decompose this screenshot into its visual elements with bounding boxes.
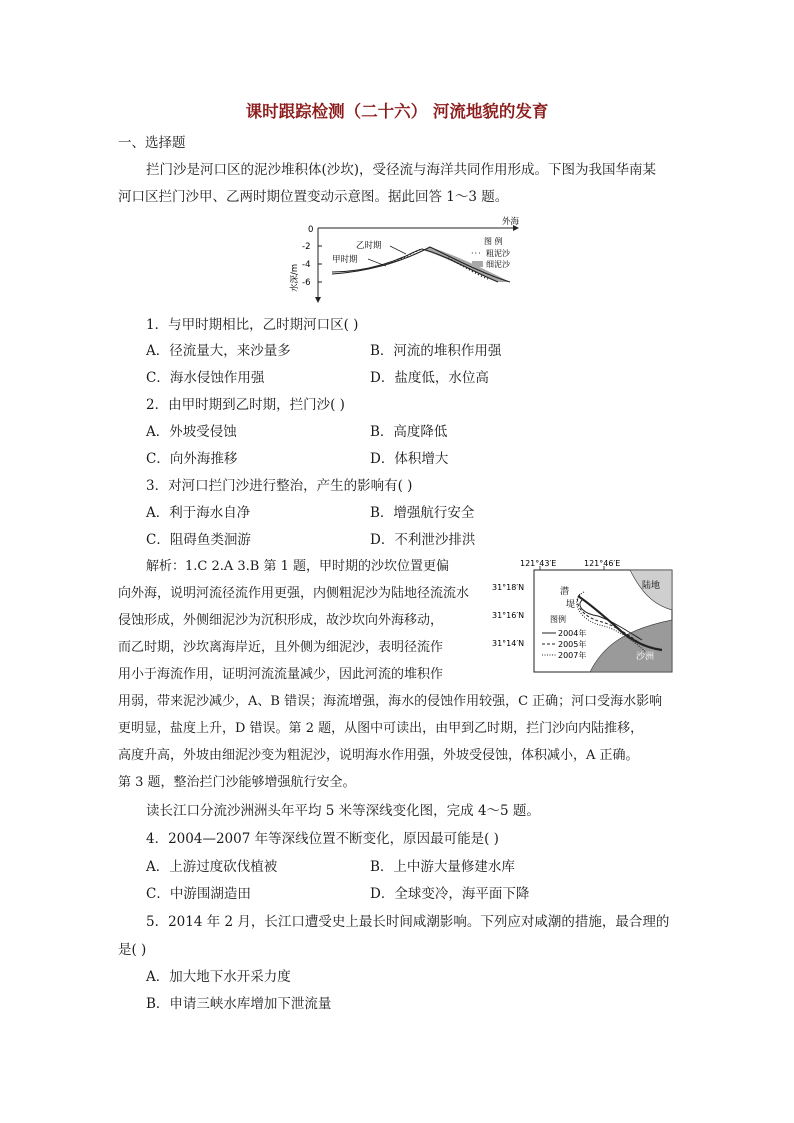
outer-sea-label: 外海: [502, 217, 520, 227]
option-d[interactable]: D．不利泄沙排洪: [370, 532, 476, 548]
latitude-label: 31°14′N: [492, 639, 525, 648]
latitude-label: 31°16′N: [492, 611, 525, 620]
sandbar-profile-diagram: [288, 214, 528, 308]
section-heading: 一、选择题: [118, 135, 186, 151]
option-d[interactable]: D．盐度低，水位高: [370, 370, 489, 386]
legend-year: 2004年: [558, 629, 587, 638]
analysis-line: 用小于海流作用，证明河流流量减少，因此河流的堆积作: [118, 667, 444, 682]
option-b[interactable]: B．申请三峡水库增加下泄流量: [146, 996, 332, 1012]
legend-title: 图 例: [484, 237, 503, 246]
legend-fine-label: 细泥沙: [486, 260, 510, 269]
y-tick-label: -2: [302, 242, 311, 252]
question-stem: 5．2014 年 2 月，长江口遭受史上最长时间咸潮影响。下列应对咸潮的措施，最合理的: [146, 914, 670, 930]
analysis-line: 解析：1.C 2.A 3.B 第 1 题，甲时期的沙坎位置更偏: [146, 559, 450, 574]
longitude-label: 121°43′E: [520, 559, 557, 568]
analysis-line: 向外海，说明河流径流作用更强，内侧粗泥沙为陆地径流流水: [118, 586, 470, 601]
analysis-line: 而乙时期，沙坎离海岸近，且外侧为细泥沙，表明径流作: [118, 640, 444, 655]
option-a[interactable]: A．加大地下水开采力度: [146, 969, 291, 985]
jia-period-profile: [332, 247, 510, 282]
page-title: 课时跟踪检测（二十六） 河流地貌的发育: [245, 102, 549, 121]
option-b[interactable]: B．上中游大量修建水库: [370, 859, 515, 875]
intro-paragraph-line: 河口区拦门沙甲、乙两时期位置变动示意图。据此回答 1～3 题。: [118, 189, 509, 205]
intro-paragraph-line: 读长江口分流沙洲洲头年平均 5 米等深线变化图，完成 4～5 题。: [146, 803, 540, 819]
y-tick-label: -4: [302, 260, 311, 270]
legend-year: 2005年: [558, 640, 587, 649]
option-b[interactable]: B．河流的堆积作用强: [370, 343, 502, 359]
legend-year: 2007年: [558, 651, 587, 660]
analysis-line: 用弱，带来泥沙减少，A、B 错误；海流增强，海水的侵蚀作用较强，C 正确；河口受海水影响: [118, 694, 663, 709]
estuary-isobath-map: [492, 556, 678, 674]
option-c[interactable]: C．中游围湖造田: [146, 886, 251, 902]
option-a[interactable]: A．利于海水自净: [146, 505, 251, 521]
option-a[interactable]: A．径流量大，来沙量多: [146, 343, 291, 359]
y-axis-label: 水深/m: [290, 263, 300, 292]
analysis-line: 侵蚀形成，外侧细泥沙为沉积形成，故沙坎向外海移动，: [118, 613, 444, 628]
land-label: 陆地: [642, 581, 661, 591]
legend-coarse-mark: ···: [471, 249, 482, 258]
period-jia-label: 甲时期: [332, 255, 358, 265]
latitude-label: 31°18′N: [492, 583, 525, 592]
y-tick-label: -6: [302, 278, 311, 288]
option-d[interactable]: D．全球变冷，海平面下降: [370, 886, 530, 902]
option-c[interactable]: C．向外海推移: [146, 451, 238, 467]
option-a[interactable]: A．外坡受侵蚀: [146, 424, 237, 440]
option-a[interactable]: A．上游过度砍伐植被: [146, 859, 278, 875]
option-b[interactable]: B．增强航行安全: [370, 505, 475, 521]
shoal-label: 沙洲: [636, 652, 655, 662]
question-stem: 2．由甲时期到乙时期，拦门沙( ): [146, 397, 345, 413]
intro-paragraph-line: 拦门沙是河口区的泥沙堆积体(沙坎)，受径流与海洋共同作用形成。下图为我国华南某: [146, 162, 657, 178]
analysis-line: 高度升高，外坡由细泥沙变为粗泥沙，说明海水作用强，外坡受侵蚀，体积减小，A 正确。: [118, 748, 639, 763]
period-yi-label: 乙时期: [356, 241, 382, 251]
question-stem: 3．对河口拦门沙进行整治，产生的影响有( ): [146, 478, 413, 494]
option-c[interactable]: C．海水侵蚀作用强: [146, 370, 265, 386]
legend-coarse-label: 粗泥沙: [486, 249, 510, 258]
y-tick-label: 0: [308, 225, 314, 235]
option-b[interactable]: B．高度降低: [370, 424, 448, 440]
dike-label: 堤: [566, 600, 576, 610]
question-stem-cont: 是( ): [118, 942, 147, 958]
legend-title: 图例: [550, 615, 566, 624]
dike-label: 潜: [560, 587, 570, 597]
longitude-label: 121°46′E: [584, 559, 621, 568]
question-stem: 4．2004—2007 年等深线位置不断变化，原因最可能是( ): [146, 831, 499, 847]
analysis-line: 第 3 题，整治拦门沙能够增强航行安全。: [118, 775, 356, 790]
legend-fine-swatch: [472, 261, 483, 267]
question-stem: 1．与甲时期相比，乙时期河口区( ): [146, 317, 359, 333]
option-d[interactable]: D．体积增大: [370, 451, 449, 467]
option-c[interactable]: C．阻碍鱼类洄游: [146, 532, 251, 548]
analysis-line: 更明显，盐度上升，D 错误。第 2 题，从图中可读出，由甲到乙时期，拦门沙向内陆推移，: [118, 721, 644, 736]
